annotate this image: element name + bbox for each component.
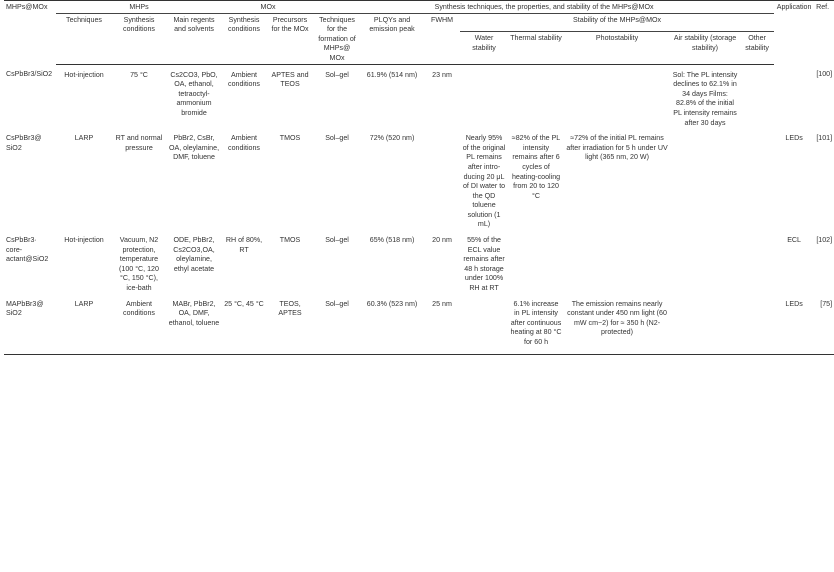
cell-formation: Sol–gel — [325, 236, 349, 245]
cell-photo — [564, 230, 670, 294]
header-thermal-stability: Thermal stability — [508, 32, 564, 65]
header-ref: Ref. — [814, 1, 834, 65]
cell-mo-synthesis: RH of 80%, RT — [225, 236, 263, 254]
cell-material: CsPbBr3· core-actant@SiO2 — [6, 236, 49, 264]
header-group-stability: Stability of the MHPs@MOx — [460, 13, 774, 31]
header-group-mhps: MHPs — [56, 1, 222, 14]
cell-photo: The emission remains nearly constant under 450 nm light (60 mW cm−2) for ≈ 350 h (N2-protected) — [564, 294, 670, 354]
cell-formation: Sol–gel — [314, 294, 360, 354]
cell-synthesis: Ambient conditions — [112, 294, 166, 354]
cell-reagents: Cs2CO3, PbO, OA, ethanol, tetraoctyl-ammonium bromide — [170, 70, 218, 117]
header-air-stability: Air stability (storage stability) — [670, 32, 740, 65]
cell-water: Nearly 95% of the original PL remains after intro-ducing 20 μL of DI water to the QD toluene solution (1 mL) — [462, 134, 506, 229]
cell-air — [670, 128, 740, 230]
cell-application: LEDs — [774, 294, 814, 354]
header-main-reagents: Main regents and solvents — [166, 13, 222, 64]
header-group-synthesis: Synthesis techniques, the properties, and stability of the MHPs@MOx — [314, 1, 774, 14]
cell-formation: Sol–gel — [325, 134, 349, 143]
cell-formation: Sol–gel — [325, 70, 349, 79]
cell-application — [774, 64, 814, 128]
cell-thermal: 6.1% increase in PL intensity after continuous heating at 80 °C for 60 h — [508, 294, 564, 354]
cell-mo-synthesis: Ambient conditions — [228, 134, 260, 152]
cell-thermal: ≈82% of the PL intensity remains after 6 cycles of heating-cooling from 20 to 120 °C — [511, 134, 561, 200]
cell-fwhm: 25 nm — [424, 294, 460, 354]
header-other-stability: Other stability — [740, 32, 774, 65]
header-photostability: Photostability — [564, 32, 670, 65]
cell-other — [740, 230, 774, 294]
header-precursors: Precursors for the MOx — [266, 13, 314, 64]
cell-technique: LARP — [56, 294, 112, 354]
cell-fwhm: 20 nm — [432, 236, 452, 245]
cell-precursors: TMOS — [279, 236, 301, 245]
header-formation-technique: Techniques for the formation of MHPs@ MOx — [314, 13, 360, 64]
cell-other — [740, 294, 774, 354]
cell-reagents: ODE, PbBr2, Cs2CO3,OA, oleylamine, ethyl acetate — [173, 236, 215, 273]
table-header — [4, 1, 834, 65]
cell-water — [460, 64, 508, 128]
cell-technique: Hot-injection — [64, 236, 104, 245]
cell-precursors: TMOS — [279, 134, 301, 143]
cell-application: ECL — [787, 236, 801, 245]
cell-photo: ≈72% of the initial PL remains after irradiation for 5 h under UV light (365 nm, 20 W) — [566, 134, 668, 162]
header-mhp-mo: MHPs@MOx — [4, 1, 56, 65]
cell-synthesis: 75 °C — [130, 70, 148, 79]
cell-plqy: 60.3% (523 nm) — [360, 294, 424, 354]
cell-water — [460, 294, 508, 354]
cell-material: MAPbBr3@ SiO2 — [4, 294, 56, 354]
table-row — [4, 128, 834, 230]
cell-ref: [100] — [816, 70, 833, 79]
header-mo-synthesis-conditions: Synthesis conditions — [222, 13, 266, 64]
cell-synthesis: RT and normal pressure — [115, 134, 163, 152]
cell-air — [670, 230, 740, 294]
cell-ref: [102] — [816, 236, 833, 245]
cell-plqy: 72% (520 nm) — [369, 134, 415, 143]
cell-other — [740, 128, 774, 230]
cell-ref: [101] — [816, 134, 833, 143]
cell-application: LEDs — [785, 134, 803, 143]
cell-plqy: 65% (518 nm) — [369, 236, 415, 245]
header-techniques: Techniques — [56, 13, 112, 64]
table-body — [4, 64, 834, 354]
cell-thermal — [508, 64, 564, 128]
cell-thermal — [508, 230, 564, 294]
cell-air — [670, 294, 740, 354]
cell-plqy: 61.9% (514 nm) — [366, 70, 418, 79]
table-row — [4, 64, 834, 128]
header-application: Application — [774, 1, 814, 65]
cell-water: 55% of the ECL value remains after 48 h storage under 100% RH at RT — [463, 236, 505, 293]
cell-precursors: APTES and TEOS — [271, 70, 309, 89]
cell-reagents: MABr, PbBr2, OA, DMF, ethanol, toluene — [166, 294, 222, 354]
header-water-stability: Water stability — [460, 32, 508, 65]
cell-precursors: TEOS, APTES — [266, 294, 314, 354]
cell-technique: Hot-injection — [64, 70, 104, 79]
header-fwhm: FWHM — [424, 13, 460, 64]
cell-photo — [564, 64, 670, 128]
cell-material: CsPbBr3/SiO2 — [6, 70, 53, 79]
mhp-mox-table — [4, 0, 834, 355]
cell-mo-synthesis: 25 °C, 45 °C — [222, 294, 266, 354]
cell-material: CsPbBr3@ SiO2 — [6, 134, 42, 152]
table-row — [4, 294, 834, 354]
cell-other — [740, 64, 774, 128]
cell-fwhm: 23 nm — [432, 70, 452, 79]
cell-air: Sol: The PL intensity declines to 62.1% in 34 days Films: 82.8% of the initial PL intensity remains after 30 days — [672, 70, 738, 127]
header-synthesis-conditions: Synthesis conditions — [112, 13, 166, 64]
cell-technique: LARP — [74, 134, 94, 143]
header-group-mo: MOx — [222, 1, 314, 14]
cell-mo-synthesis: Ambient conditions — [228, 70, 260, 89]
table-row — [4, 230, 834, 294]
header-plqy: PLQYs and emission peak — [360, 13, 424, 64]
cell-reagents: PbBr2, CsBr, OA, oleylamine, DMF, toluene — [168, 134, 220, 162]
cell-ref: [75] — [814, 294, 834, 354]
cell-fwhm — [424, 128, 460, 230]
cell-synthesis: Vacuum, N2 protection, temperature (100 °C, 120 °C, 150 °C), ice-bath — [119, 236, 159, 293]
